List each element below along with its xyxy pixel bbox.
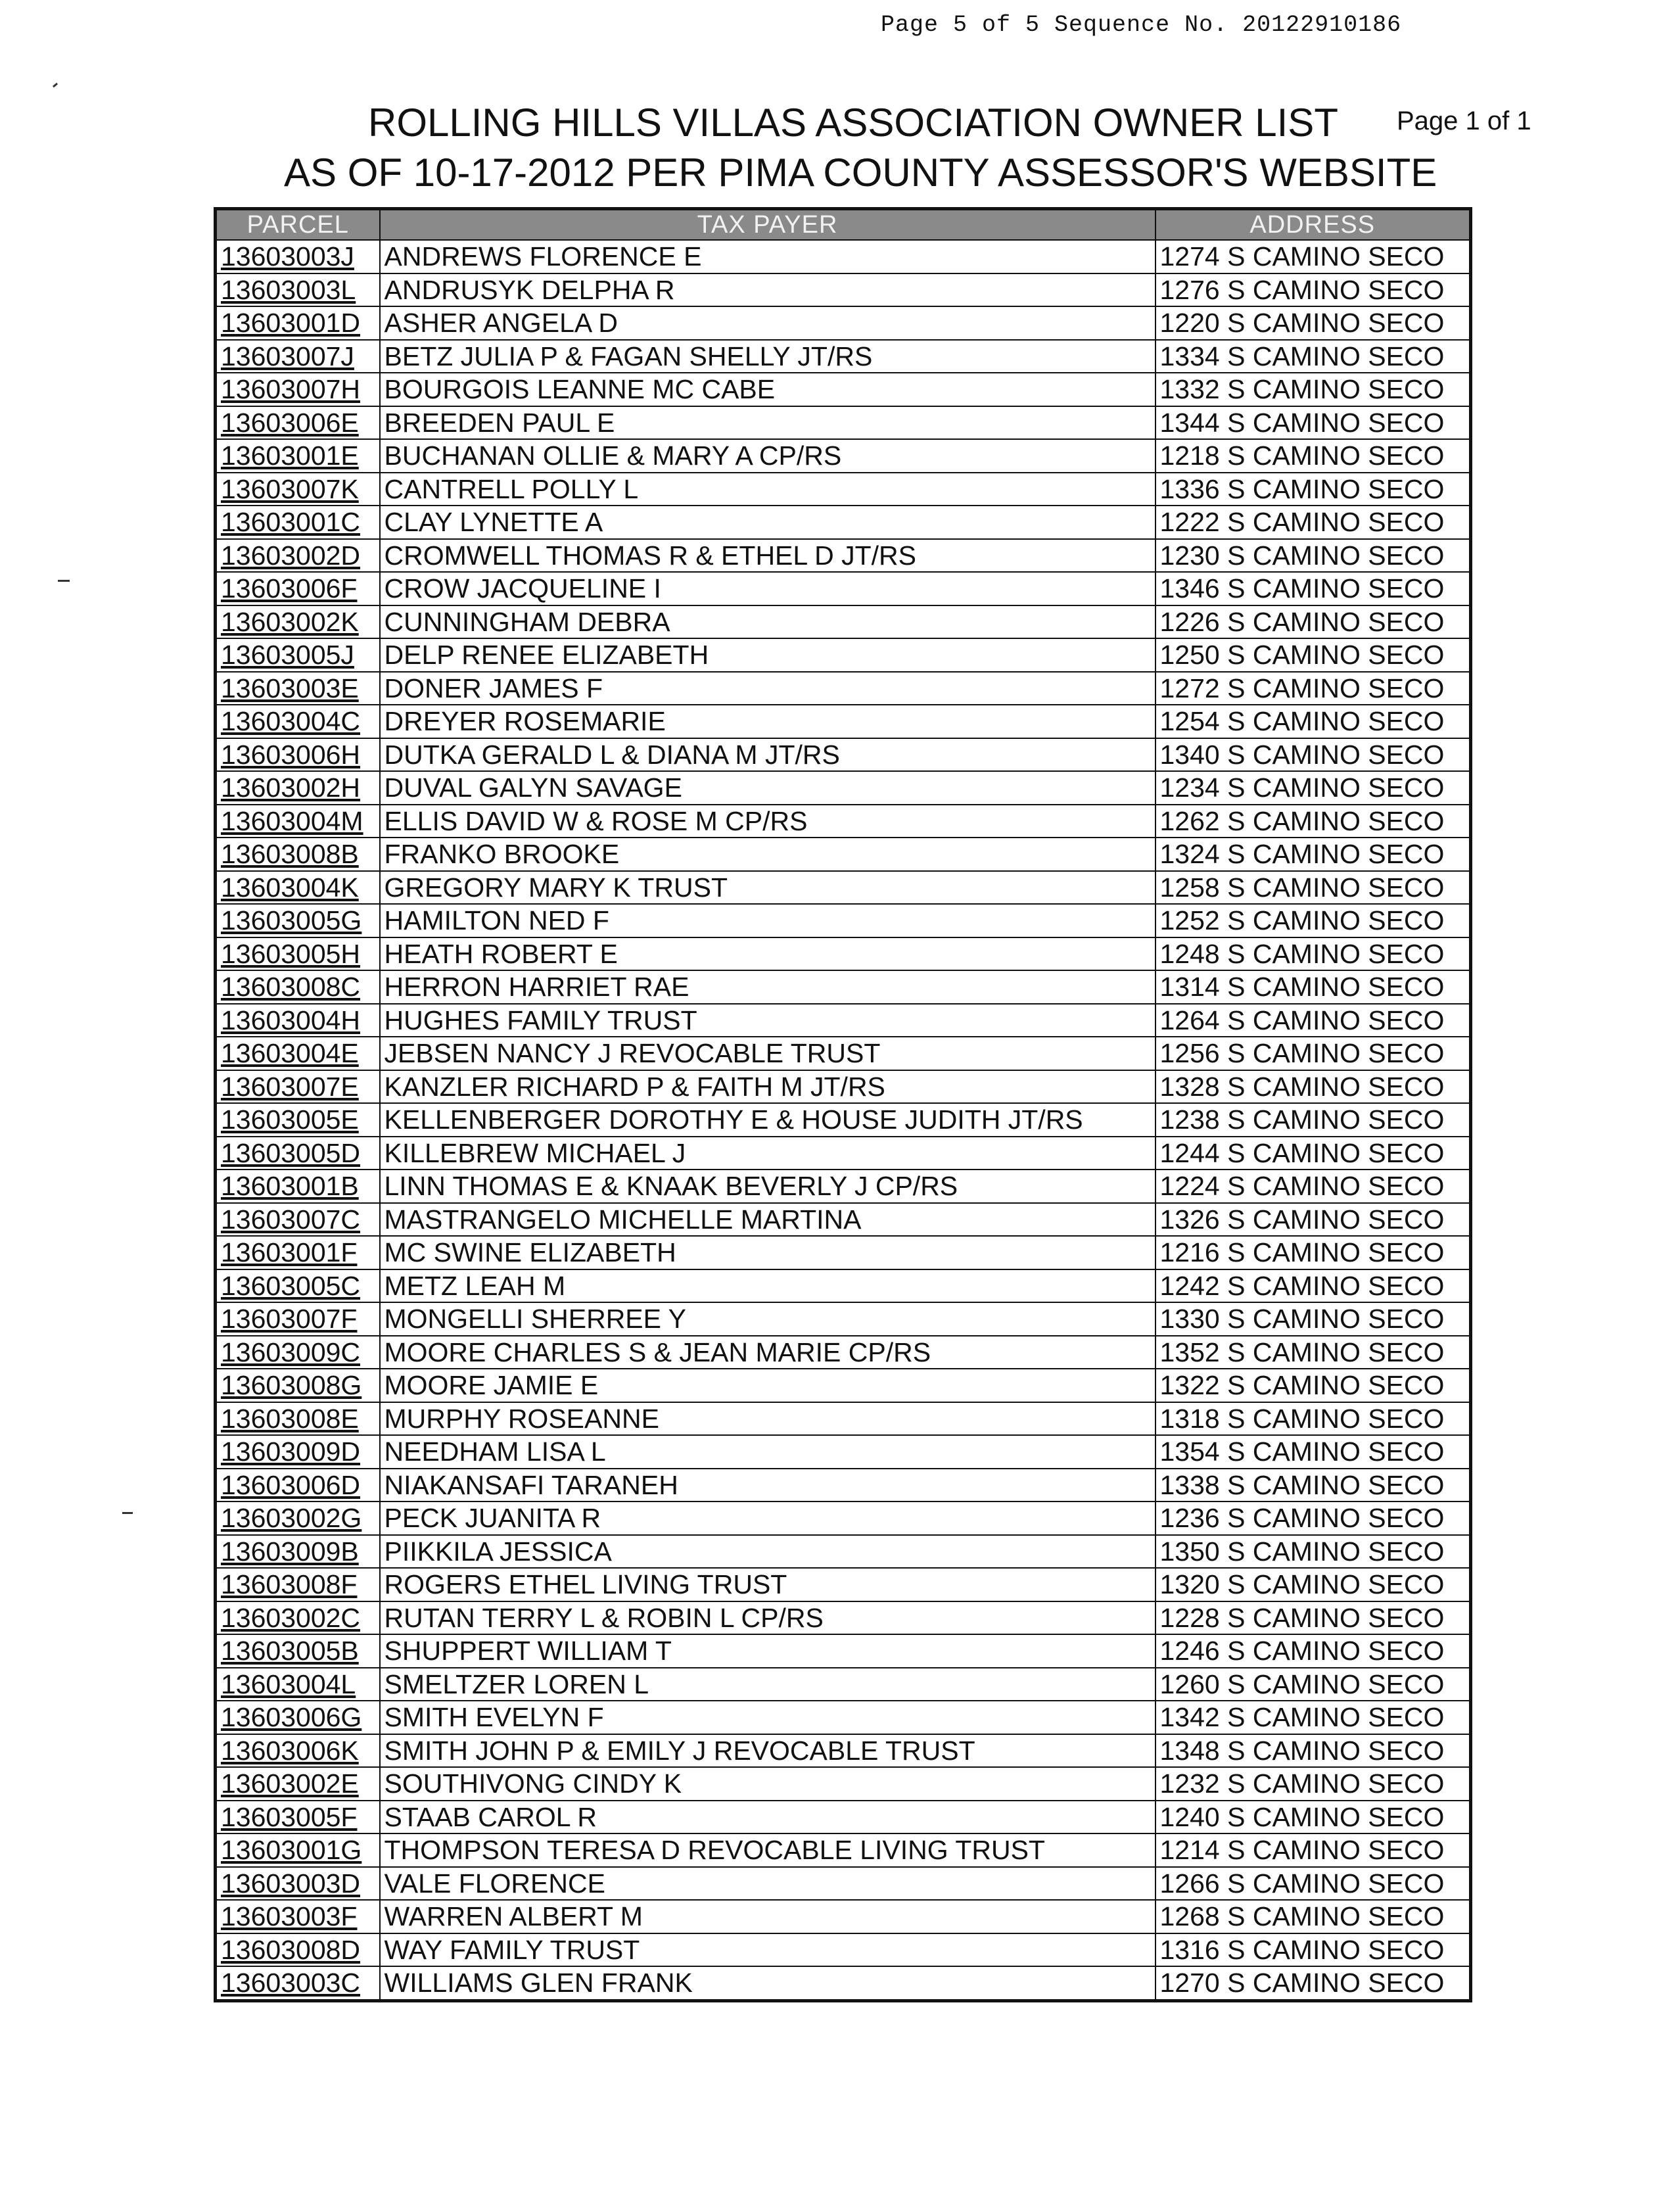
page-number: Page 1 of 1 [1397, 106, 1531, 135]
parcel-cell: 13603008G [216, 1369, 380, 1402]
table-row [216, 406, 1471, 440]
parcel-cell: 13603004E [216, 1037, 380, 1070]
address-cell: 1268 S CAMINO SECO [1155, 1900, 1471, 1933]
address-cell: 1258 S CAMINO SECO [1155, 871, 1471, 905]
table-row [216, 1369, 1471, 1402]
parcel-cell: 13603006D [216, 1469, 380, 1502]
address-cell: 1226 S CAMINO SECO [1155, 605, 1471, 639]
table-row [216, 1535, 1471, 1569]
table-row [216, 240, 1471, 273]
parcel-cell: 13603003J [216, 240, 380, 273]
column-header-taxpayer: TAX PAYER [380, 209, 1155, 241]
taxpayer-cell: BUCHANAN OLLIE & MARY A CP/RS [380, 439, 1155, 473]
column-header-address: ADDRESS [1155, 209, 1471, 241]
table-row [216, 1137, 1471, 1170]
fax-header-line: Page 5 of 5 Sequence No. 20122910186 [881, 12, 1402, 38]
address-cell: 1220 S CAMINO SECO [1155, 306, 1471, 340]
table-row [216, 1801, 1471, 1834]
taxpayer-cell: WARREN ALBERT M [380, 1900, 1155, 1933]
address-cell: 1214 S CAMINO SECO [1155, 1833, 1471, 1867]
column-header-parcel: PARCEL [216, 209, 380, 241]
address-cell: 1342 S CAMINO SECO [1155, 1701, 1471, 1734]
taxpayer-cell: CROMWELL THOMAS R & ETHEL D JT/RS [380, 539, 1155, 573]
taxpayer-cell: ASHER ANGELA D [380, 306, 1155, 340]
address-cell: 1316 S CAMINO SECO [1155, 1933, 1471, 1967]
table-row [216, 473, 1471, 506]
taxpayer-cell: THOMPSON TERESA D REVOCABLE LIVING TRUST [380, 1833, 1155, 1867]
scan-speck [53, 83, 58, 87]
taxpayer-cell: DONER JAMES F [380, 672, 1155, 705]
table-row [216, 1103, 1471, 1137]
parcel-cell: 13603007E [216, 1070, 380, 1104]
address-cell: 1244 S CAMINO SECO [1155, 1137, 1471, 1170]
taxpayer-cell: NEEDHAM LISA L [380, 1435, 1155, 1469]
table-row [216, 1170, 1471, 1203]
parcel-cell: 13603001F [216, 1236, 380, 1269]
taxpayer-cell: ELLIS DAVID W & ROSE M CP/RS [380, 805, 1155, 838]
parcel-cell: 13603005D [216, 1137, 380, 1170]
table-row [216, 273, 1471, 307]
address-cell: 1256 S CAMINO SECO [1155, 1037, 1471, 1070]
parcel-cell: 13603002H [216, 771, 380, 805]
parcel-cell: 13603001B [216, 1170, 380, 1203]
table-row [216, 1966, 1471, 2000]
address-cell: 1344 S CAMINO SECO [1155, 406, 1471, 440]
parcel-cell: 13603006H [216, 738, 380, 772]
table-row [216, 1269, 1471, 1303]
address-cell: 1336 S CAMINO SECO [1155, 473, 1471, 506]
address-cell: 1264 S CAMINO SECO [1155, 1004, 1471, 1037]
taxpayer-cell: HEATH ROBERT E [380, 937, 1155, 971]
parcel-cell: 13603005G [216, 904, 380, 937]
taxpayer-cell: SOUTHIVONG CINDY K [380, 1767, 1155, 1801]
taxpayer-cell: SHUPPERT WILLIAM T [380, 1634, 1155, 1668]
table-row [216, 1833, 1471, 1867]
address-cell: 1230 S CAMINO SECO [1155, 539, 1471, 573]
address-cell: 1328 S CAMINO SECO [1155, 1070, 1471, 1104]
parcel-cell: 13603005E [216, 1103, 380, 1137]
address-cell: 1318 S CAMINO SECO [1155, 1402, 1471, 1436]
parcel-cell: 13603005J [216, 638, 380, 672]
taxpayer-cell: MURPHY ROSEANNE [380, 1402, 1155, 1436]
table-row [216, 1701, 1471, 1734]
table-row [216, 1070, 1471, 1104]
taxpayer-cell: GREGORY MARY K TRUST [380, 871, 1155, 905]
table-row [216, 1402, 1471, 1436]
parcel-cell: 13603009B [216, 1535, 380, 1569]
table-row [216, 1336, 1471, 1369]
address-cell: 1236 S CAMINO SECO [1155, 1501, 1471, 1535]
address-cell: 1348 S CAMINO SECO [1155, 1734, 1471, 1768]
parcel-cell: 13603007J [216, 340, 380, 373]
table-row [216, 1037, 1471, 1070]
taxpayer-cell: DUVAL GALYN SAVAGE [380, 771, 1155, 805]
address-cell: 1276 S CAMINO SECO [1155, 273, 1471, 307]
taxpayer-cell: STAAB CAROL R [380, 1801, 1155, 1834]
parcel-cell: 13603003D [216, 1867, 380, 1901]
table-row [216, 1634, 1471, 1668]
taxpayer-cell: JEBSEN NANCY J REVOCABLE TRUST [380, 1037, 1155, 1070]
document-subtitle: AS OF 10-17-2012 PER PIMA COUNTY ASSESSOR'S WEBSITE [284, 151, 1437, 195]
address-cell: 1262 S CAMINO SECO [1155, 805, 1471, 838]
table-row [216, 805, 1471, 838]
address-cell: 1218 S CAMINO SECO [1155, 439, 1471, 473]
taxpayer-cell: HERRON HARRIET RAE [380, 970, 1155, 1004]
table-header-row [216, 209, 1471, 241]
parcel-cell: 13603005F [216, 1801, 380, 1834]
document-title: ROLLING HILLS VILLAS ASSOCIATION OWNER LIST [368, 101, 1338, 145]
address-cell: 1248 S CAMINO SECO [1155, 937, 1471, 971]
table-row [216, 306, 1471, 340]
parcel-cell: 13603003E [216, 672, 380, 705]
address-cell: 1330 S CAMINO SECO [1155, 1302, 1471, 1336]
taxpayer-cell: CUNNINGHAM DEBRA [380, 605, 1155, 639]
taxpayer-cell: NIAKANSAFI TARANEH [380, 1469, 1155, 1502]
parcel-cell: 13603003C [216, 1966, 380, 2000]
table-row [216, 572, 1471, 605]
address-cell: 1272 S CAMINO SECO [1155, 672, 1471, 705]
taxpayer-cell: ANDRUSYK DELPHA R [380, 273, 1155, 307]
parcel-cell: 13603006E [216, 406, 380, 440]
table-row [216, 1568, 1471, 1601]
parcel-cell: 13603004C [216, 705, 380, 738]
address-cell: 1320 S CAMINO SECO [1155, 1568, 1471, 1601]
table-row [216, 871, 1471, 905]
address-cell: 1222 S CAMINO SECO [1155, 506, 1471, 539]
table-row [216, 1933, 1471, 1967]
taxpayer-cell: KELLENBERGER DOROTHY E & HOUSE JUDITH JT/RS [380, 1103, 1155, 1137]
address-cell: 1250 S CAMINO SECO [1155, 638, 1471, 672]
parcel-cell: 13603003F [216, 1900, 380, 1933]
parcel-cell: 13603005C [216, 1269, 380, 1303]
table-row [216, 1435, 1471, 1469]
taxpayer-cell: PIIKKILA JESSICA [380, 1535, 1155, 1569]
address-cell: 1322 S CAMINO SECO [1155, 1369, 1471, 1402]
table-row [216, 738, 1471, 772]
address-cell: 1216 S CAMINO SECO [1155, 1236, 1471, 1269]
parcel-cell: 13603007C [216, 1203, 380, 1237]
table-row [216, 539, 1471, 573]
table-row [216, 1236, 1471, 1269]
table-row [216, 638, 1471, 672]
taxpayer-cell: ROGERS ETHEL LIVING TRUST [380, 1568, 1155, 1601]
taxpayer-cell: RUTAN TERRY L & ROBIN L CP/RS [380, 1601, 1155, 1635]
taxpayer-cell: MC SWINE ELIZABETH [380, 1236, 1155, 1269]
taxpayer-cell: CROW JACQUELINE I [380, 572, 1155, 605]
owner-table-body [216, 240, 1471, 2000]
parcel-cell: 13603001E [216, 439, 380, 473]
taxpayer-cell: HAMILTON NED F [380, 904, 1155, 937]
owner-table [214, 207, 1472, 2002]
taxpayer-cell: MASTRANGELO MICHELLE MARTINA [380, 1203, 1155, 1237]
parcel-cell: 13603002C [216, 1601, 380, 1635]
taxpayer-cell: CANTRELL POLLY L [380, 473, 1155, 506]
parcel-cell: 13603009C [216, 1336, 380, 1369]
table-row [216, 705, 1471, 738]
table-row [216, 1867, 1471, 1901]
table-row [216, 771, 1471, 805]
parcel-cell: 13603005B [216, 1634, 380, 1668]
taxpayer-cell: BETZ JULIA P & FAGAN SHELLY JT/RS [380, 340, 1155, 373]
taxpayer-cell: SMELTZER LOREN L [380, 1668, 1155, 1701]
parcel-cell: 13603001D [216, 306, 380, 340]
address-cell: 1238 S CAMINO SECO [1155, 1103, 1471, 1137]
taxpayer-cell: LINN THOMAS E & KNAAK BEVERLY J CP/RS [380, 1170, 1155, 1203]
taxpayer-cell: ANDREWS FLORENCE E [380, 240, 1155, 273]
parcel-cell: 13603002K [216, 605, 380, 639]
address-cell: 1274 S CAMINO SECO [1155, 240, 1471, 273]
taxpayer-cell: SMITH EVELYN F [380, 1701, 1155, 1734]
address-cell: 1242 S CAMINO SECO [1155, 1269, 1471, 1303]
parcel-cell: 13603002E [216, 1767, 380, 1801]
address-cell: 1270 S CAMINO SECO [1155, 1966, 1471, 2000]
address-cell: 1252 S CAMINO SECO [1155, 904, 1471, 937]
parcel-cell: 13603006K [216, 1734, 380, 1768]
taxpayer-cell: BREEDEN PAUL E [380, 406, 1155, 440]
table-row [216, 1469, 1471, 1502]
parcel-cell: 13603004H [216, 1004, 380, 1037]
address-cell: 1266 S CAMINO SECO [1155, 1867, 1471, 1901]
parcel-cell: 13603005H [216, 937, 380, 971]
table-row [216, 904, 1471, 937]
table-row [216, 1004, 1471, 1037]
table-row [216, 506, 1471, 539]
parcel-cell: 13603009D [216, 1435, 380, 1469]
taxpayer-cell: MONGELLI SHERREE Y [380, 1302, 1155, 1336]
parcel-cell: 13603006F [216, 572, 380, 605]
address-cell: 1350 S CAMINO SECO [1155, 1535, 1471, 1569]
parcel-cell: 13603007F [216, 1302, 380, 1336]
table-row [216, 439, 1471, 473]
address-cell: 1354 S CAMINO SECO [1155, 1435, 1471, 1469]
address-cell: 1352 S CAMINO SECO [1155, 1336, 1471, 1369]
parcel-cell: 13603008C [216, 970, 380, 1004]
table-row [216, 672, 1471, 705]
parcel-cell: 13603002G [216, 1501, 380, 1535]
taxpayer-cell: MOORE CHARLES S & JEAN MARIE CP/RS [380, 1336, 1155, 1369]
taxpayer-cell: BOURGOIS LEANNE MC CABE [380, 373, 1155, 406]
address-cell: 1232 S CAMINO SECO [1155, 1767, 1471, 1801]
table-row [216, 970, 1471, 1004]
taxpayer-cell: PECK JUANITA R [380, 1501, 1155, 1535]
table-row [216, 838, 1471, 871]
address-cell: 1332 S CAMINO SECO [1155, 373, 1471, 406]
table-row [216, 605, 1471, 639]
taxpayer-cell: HUGHES FAMILY TRUST [380, 1004, 1155, 1037]
parcel-cell: 13603001C [216, 506, 380, 539]
address-cell: 1324 S CAMINO SECO [1155, 838, 1471, 871]
taxpayer-cell: FRANKO BROOKE [380, 838, 1155, 871]
parcel-cell: 13603003L [216, 273, 380, 307]
address-cell: 1346 S CAMINO SECO [1155, 572, 1471, 605]
parcel-cell: 13603001G [216, 1833, 380, 1867]
parcel-cell: 13603008E [216, 1402, 380, 1436]
scan-speck [58, 580, 70, 582]
taxpayer-cell: KILLEBREW MICHAEL J [380, 1137, 1155, 1170]
taxpayer-cell: WILLIAMS GLEN FRANK [380, 1966, 1155, 2000]
address-cell: 1246 S CAMINO SECO [1155, 1634, 1471, 1668]
address-cell: 1334 S CAMINO SECO [1155, 340, 1471, 373]
table-row [216, 340, 1471, 373]
parcel-cell: 13603004L [216, 1668, 380, 1701]
parcel-cell: 13603004K [216, 871, 380, 905]
parcel-cell: 13603008B [216, 838, 380, 871]
parcel-cell: 13603008D [216, 1933, 380, 1967]
taxpayer-cell: VALE FLORENCE [380, 1867, 1155, 1901]
table-row [216, 1900, 1471, 1933]
table-row [216, 1302, 1471, 1336]
table-row [216, 1734, 1471, 1768]
taxpayer-cell: SMITH JOHN P & EMILY J REVOCABLE TRUST [380, 1734, 1155, 1768]
address-cell: 1254 S CAMINO SECO [1155, 705, 1471, 738]
parcel-cell: 13603007K [216, 473, 380, 506]
taxpayer-cell: DELP RENEE ELIZABETH [380, 638, 1155, 672]
address-cell: 1224 S CAMINO SECO [1155, 1170, 1471, 1203]
scan-speck [122, 1512, 133, 1514]
address-cell: 1340 S CAMINO SECO [1155, 738, 1471, 772]
parcel-cell: 13603007H [216, 373, 380, 406]
address-cell: 1314 S CAMINO SECO [1155, 970, 1471, 1004]
table-row [216, 1767, 1471, 1801]
taxpayer-cell: METZ LEAH M [380, 1269, 1155, 1303]
parcel-cell: 13603002D [216, 539, 380, 573]
taxpayer-cell: CLAY LYNETTE A [380, 506, 1155, 539]
taxpayer-cell: DUTKA GERALD L & DIANA M JT/RS [380, 738, 1155, 772]
table-row [216, 1668, 1471, 1701]
address-cell: 1326 S CAMINO SECO [1155, 1203, 1471, 1237]
parcel-cell: 13603004M [216, 805, 380, 838]
taxpayer-cell: WAY FAMILY TRUST [380, 1933, 1155, 1967]
table-row [216, 937, 1471, 971]
taxpayer-cell: DREYER ROSEMARIE [380, 705, 1155, 738]
address-cell: 1260 S CAMINO SECO [1155, 1668, 1471, 1701]
address-cell: 1234 S CAMINO SECO [1155, 771, 1471, 805]
table-row [216, 1203, 1471, 1237]
parcel-cell: 13603006G [216, 1701, 380, 1734]
table-row [216, 373, 1471, 406]
taxpayer-cell: KANZLER RICHARD P & FAITH M JT/RS [380, 1070, 1155, 1104]
address-cell: 1240 S CAMINO SECO [1155, 1801, 1471, 1834]
table-row [216, 1501, 1471, 1535]
parcel-cell: 13603008F [216, 1568, 380, 1601]
address-cell: 1338 S CAMINO SECO [1155, 1469, 1471, 1502]
taxpayer-cell: MOORE JAMIE E [380, 1369, 1155, 1402]
address-cell: 1228 S CAMINO SECO [1155, 1601, 1471, 1635]
table-row [216, 1601, 1471, 1635]
